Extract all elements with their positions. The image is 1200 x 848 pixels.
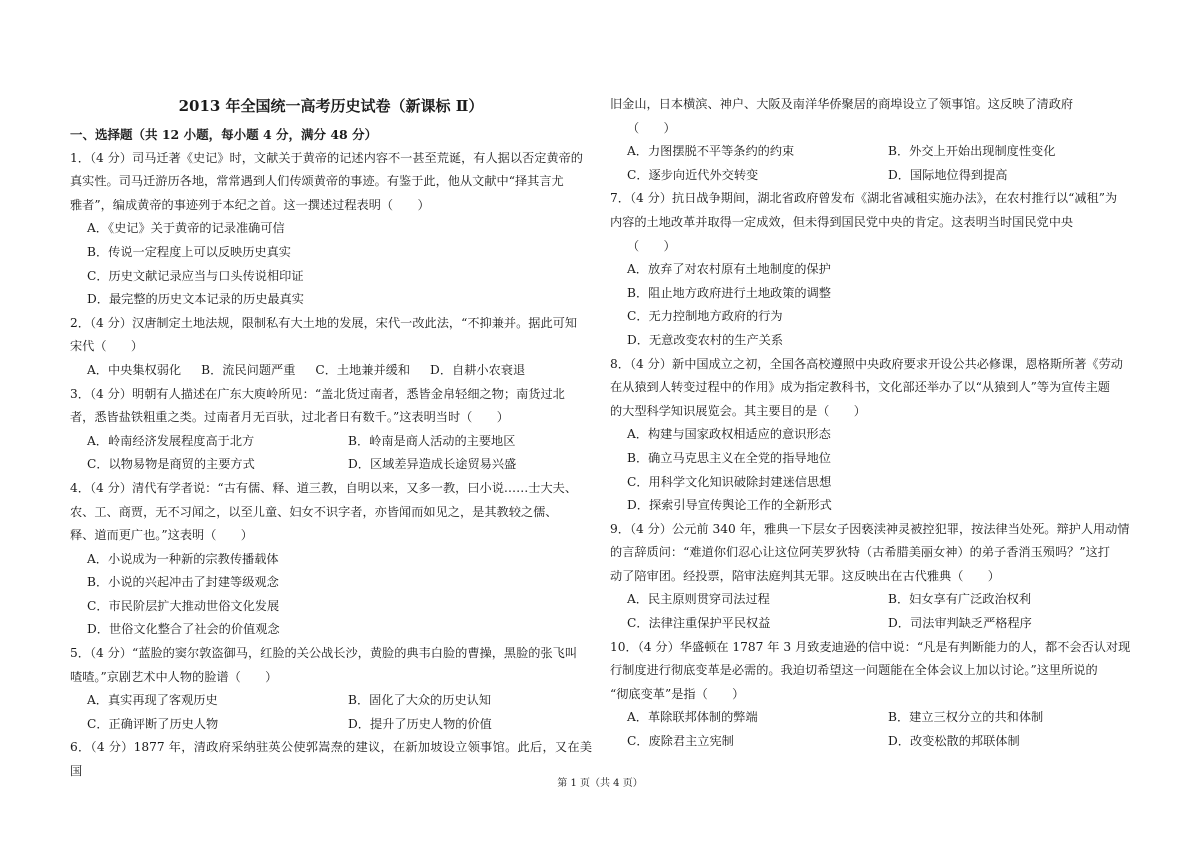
question-stem-line: 7．（4 分）抗日战争期间，湖北省政府曾发布《湖北省减租实施办法》，在农村推行以“减租”为 [610,191,1118,206]
option-row [70,689,592,713]
question-block [70,383,592,477]
answer-option: C．用科学文化知识破除封建迷信思想 [627,474,832,489]
question-block [70,147,592,312]
answer-option: D．区域差异造成长途贸易兴盛 [348,457,517,472]
answer-blank: （ ） [627,238,676,253]
question-stem-line: 动了陪审团。经投票，陪审法庭判其无罪。这反映出在古代雅典（ ） [610,568,1000,583]
question-stem-line: 10．（4 分）华盛顿在 1787 年 3 月致麦迪逊的信中说：“凡是有判断能力的人，都不会否认对现 [610,639,1131,654]
question-stem-line: 行制度进行彻底变革是必需的。我迫切希望这一问题能在全体会议上加以讨论。”这里所说的 [610,663,1098,678]
answer-option: B．固化了大众的历史认知 [348,693,492,708]
answer-option: A．中央集权弱化 [87,362,182,377]
question-block [70,477,592,642]
answer-option: A．真实再现了客观历史 [87,693,218,708]
option-row [70,453,592,477]
answer-option: A．放弃了对农村原有土地制度的保护 [627,262,831,277]
answer-option: C．土地兼并缓和 [315,362,411,377]
answer-option: B．流民问题严重 [201,362,296,377]
question-stem-line: 4．（4 分）清代有学者说：“古有儒、释、道三教，自明以来，又多一教，曰小说……士大夫、 [70,480,578,495]
question-stem-line: 者，悉皆盐铁粗重之类。过南者月无百驮，过北者日有数千。”这表明当时（ ） [70,410,509,425]
question-stem-line: 旧金山，日本横滨、神户、大阪及南洋华侨聚居的商埠设立了领事馆。这反映了清政府 [610,97,1074,111]
answer-option: A．革除联邦体制的弊端 [627,710,758,725]
right-question-list [610,93,1132,754]
left-column [70,123,592,784]
answer-option: D．自耕小农衰退 [430,362,526,377]
answer-option: B．外交上开始出现制度性变化 [888,144,1056,159]
question-block [610,187,1132,352]
question-block [70,642,592,736]
answer-option: A．力图摆脱不平等条约的约束 [627,144,795,159]
question-stem-line: “彻底变革”是指（ ） [610,686,745,701]
option-row [610,730,1132,754]
answer-option: D．探索引导宣传舆论工作的全新形式 [627,498,832,513]
answer-option: A．《史记》关于黄帝的记录准确可信 [87,221,285,236]
answer-option: C．法律注重保护平民权益 [627,616,771,631]
answer-option: B．阻止地方政府进行土地政策的调整 [627,285,831,300]
answer-option: B．传说一定程度上可以反映历史真实 [87,244,291,259]
question-stem-line: 宋代（ ） [70,339,144,354]
question-stem-line: 的言辞质问：“难道你们忍心让这位阿芙罗狄特（古希腊美丽女神）的弟子香消玉殒吗？”这打 [610,545,1110,560]
answer-option: A．构建与国家政权相适应的意识形态 [627,427,831,442]
option-row [610,612,1132,636]
left-question-list [70,147,592,784]
answer-option: D．无意改变农村的生产关系 [627,332,784,347]
answer-option: A．民主原则贯穿司法过程 [627,592,770,607]
answer-option: B．确立马克思主义在全党的指导地位 [627,450,831,465]
answer-option: D．最完整的历史文本记录的历史最真实 [87,292,304,307]
option-row [610,164,1132,188]
answer-option: C．废除君主立宪制 [627,734,734,749]
option-row [70,359,592,383]
answer-option: D．司法审判缺乏严格程序 [888,616,1032,631]
question-stem-line: 1．（4 分）司马迁著《史记》时，文献关于黄帝的记述内容不一甚至荒诞，有人据以否定黄帝的 [70,150,583,165]
answer-option: D．国际地位得到提高 [888,167,1008,182]
question-block [610,518,1132,636]
question-stem-line: 农、工、商贾，无不习闻之，以至儿童、妇女不识字者，亦皆闻而如见之，是其教较之儒、 [70,504,558,519]
question-stem-line: 6．（4 分）1877 年，清政府采纳驻英公使郭嵩焘的建议，在新加坡设立领事馆。此后，又在美国 [70,740,592,779]
question-stem-line: 9．（4 分）公元前 340 年，雅典一下层女子因亵渎神灵被控犯罪，按法律当处死。辩护人用动情 [610,521,1130,536]
option-row [70,430,592,454]
answer-option: B．岭南是商人活动的主要地区 [348,433,516,448]
answer-option: D．改变松散的邦联体制 [888,734,1020,749]
page-footer: 第 1 页（共 4 页） [557,778,643,789]
question-block [610,636,1132,754]
question-stem-line: 释、道而更广也。”这表明（ ） [70,528,253,543]
exam-title: 2013 年全国统一高考历史试卷（新课标 Ⅱ） [178,97,484,115]
answer-option: A．岭南经济发展程度高于北方 [87,433,255,448]
option-row [610,706,1132,730]
answer-option: A．小说成为一种新的宗教传播载体 [87,551,279,566]
answer-option: C．以物易物是商贸的主要方式 [87,457,255,472]
answer-option: B．小说的兴起冲击了封建等级观念 [87,575,279,590]
question-stem-line: 8．（4 分）新中国成立之初，全国各高校遵照中央政府要求开设公共必修课，恩格斯所著《劳动 [610,356,1123,371]
question-stem-line: 内容的土地改革并取得一定成效，但未得到国民党中央的肯定。这表明当时国民党中央 [610,214,1074,229]
answer-option: D．提升了历史人物的价值 [348,716,492,731]
answer-option: C．市民阶层扩大推动世俗文化发展 [87,598,280,613]
answer-option: C．无力控制地方政府的行为 [627,309,783,324]
answer-option: B．建立三权分立的共和体制 [888,710,1044,725]
right-column [610,93,1132,754]
answer-option: C．逐步向近代外交转变 [627,167,759,182]
question-stem-line: 的大型科学知识展览会。其主要目的是（ ） [610,403,866,418]
question-stem-line: 3．（4 分）明朝有人描述在广东大庾岭所见：“盖北货过南者，悉皆金帛轻细之物；南货过北 [70,386,565,401]
question-stem-line: 2．（4 分）汉唐制定土地法规，限制私有大土地的发展，宋代一改此法，“不抑兼并。据此可知 [70,315,578,330]
section-heading: 一、选择题（共 12 小题，每小题 4 分，满分 48 分） [70,127,378,142]
option-row [610,588,1132,612]
question-block [610,353,1132,518]
question-stem-line: 5．（4 分）“蓝脸的窦尔敦盗御马，红脸的关公战长沙，黄脸的典韦白脸的曹操，黑脸的张飞叫 [70,646,578,661]
answer-option: C．历史文献记录应当与口头传说相印证 [87,268,304,283]
question-stem-line: 在从猿到人转变过程中的作用》成为指定教科书，文化部还举办了以“从猿到人”等为宣传主题 [610,380,1110,395]
question-stem-line: 喳喳。”京剧艺术中人物的脸谱（ ） [70,669,278,684]
answer-option: B．妇女享有广泛政治权利 [888,592,1032,607]
option-row [70,713,592,737]
question-stem-line: 雅者”，编成黄帝的事迹列于本纪之首。这一撰述过程表明（ ） [70,197,430,212]
answer-blank: （ ） [627,120,676,135]
question-stem-line: 真实性。司马迁游历各地，常常遇到人们传颂黄帝的事迹。有鉴于此，他从文献中“择其言尤 [70,174,564,189]
question-block [70,312,592,383]
question-block [610,93,1132,187]
option-row [610,140,1132,164]
answer-option: C．正确评断了历史人物 [87,716,219,731]
answer-option: D．世俗文化整合了社会的价值观念 [87,622,280,637]
